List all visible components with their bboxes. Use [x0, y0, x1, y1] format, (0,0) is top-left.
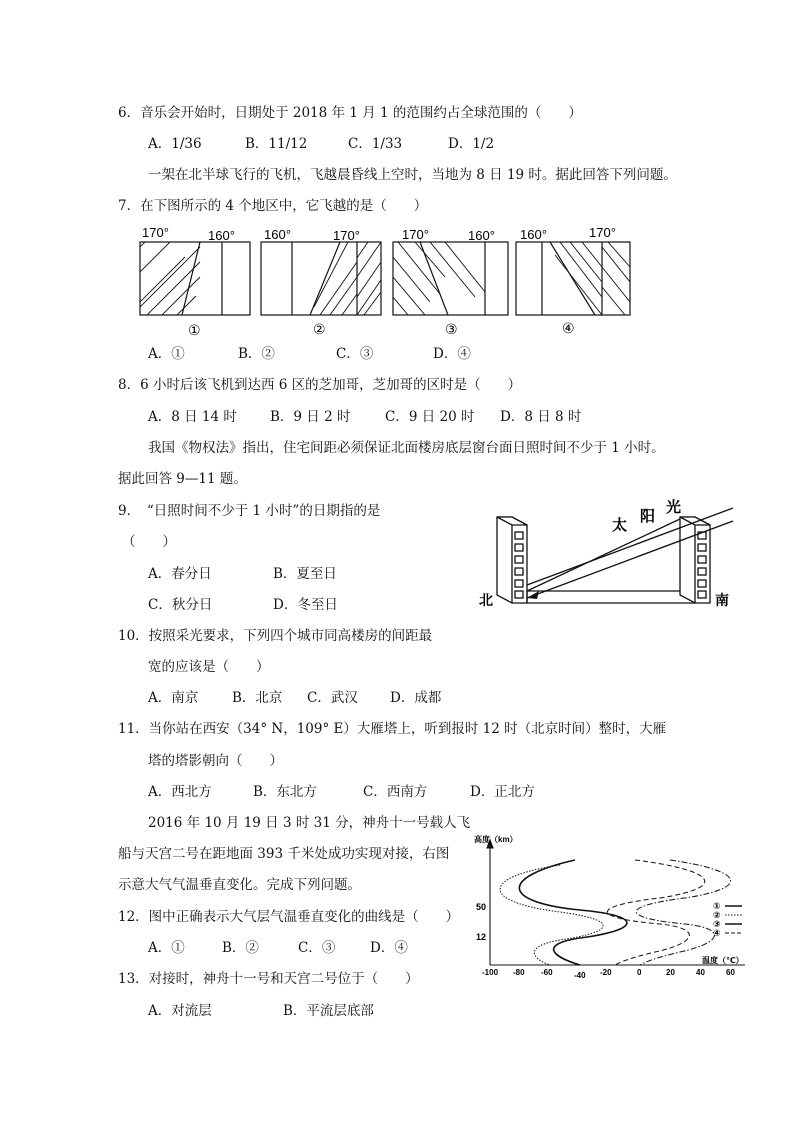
- sunlight-building-diagram: [475, 495, 740, 613]
- q6-option-a[interactable]: A．1/36: [148, 136, 202, 152]
- q10-option-b[interactable]: B．北京: [232, 690, 283, 706]
- q7-panel-1-right-label: 160°: [208, 228, 235, 243]
- q11-option-c[interactable]: C．西南方: [363, 784, 428, 800]
- q7-panel-1: [130, 242, 250, 322]
- q7-panel-4-left-label: 160°: [520, 227, 547, 242]
- q7-panel-2: [261, 242, 381, 315]
- q13-stem: 13．对接时，神舟十一号和天宫二号位于（ ）: [118, 971, 419, 987]
- q12-option-c[interactable]: C．③: [298, 940, 336, 956]
- q8-option-d[interactable]: D．8 日 8 时: [500, 409, 582, 425]
- q12-stem: 12．图中正确表示大气层气温垂直变化的曲线是（ ）: [118, 909, 460, 925]
- q10-option-a[interactable]: A．南京: [148, 690, 199, 706]
- q10-stem-line-1: 10．按照采光要求，下列四个城市同高楼房的间距最: [118, 628, 433, 644]
- legend: [713, 901, 742, 938]
- legend-2-label: ②: [713, 910, 721, 920]
- q12-option-a[interactable]: A．①: [148, 940, 185, 956]
- q7-panels-diagram: [130, 222, 640, 340]
- legend-1-label: ①: [713, 901, 721, 911]
- q7-option-a[interactable]: A．①: [148, 346, 185, 362]
- q6-option-d[interactable]: D．1/2: [448, 136, 495, 152]
- q7-panel-3-left-label: 170°: [402, 227, 429, 242]
- q6-stem: 6．音乐会开始时，日期处于 2018 年 1 月 1 的范围约占全球范围的（ ）: [118, 105, 582, 121]
- north-label: 北: [479, 592, 493, 608]
- q7-panel-4-right-label: 170°: [589, 225, 616, 240]
- q8-option-b[interactable]: B．9 日 2 时: [270, 409, 351, 425]
- sun-ray-char-2: 阳: [640, 508, 656, 525]
- q10-stem-line-2: 宽的应该是（ ）: [148, 659, 270, 675]
- q10-option-c[interactable]: C．武汉: [307, 690, 358, 706]
- q11-stem-line-1: 11．当你站在西安（34° N，109° E）大雁塔上，听到报时 12 时（北京时间）整时，大雁: [118, 721, 667, 737]
- q8-option-a[interactable]: A．8 日 14 时: [148, 409, 237, 425]
- q13-option-a[interactable]: A．对流层: [148, 1003, 212, 1019]
- q10-option-d[interactable]: D．成都: [390, 690, 442, 706]
- q7-panel-1-left-label: 170°: [142, 225, 169, 240]
- q7-panel-3: [393, 242, 508, 315]
- x-tick-lower: 0: [637, 968, 642, 977]
- curve-1: [519, 860, 627, 965]
- q7-option-d[interactable]: D．④: [433, 346, 471, 362]
- sun-ray-char-3: 光: [666, 499, 682, 516]
- q9-option-a[interactable]: A．春分日: [148, 566, 212, 582]
- q7-panel-4: [516, 242, 630, 315]
- q13-option-b[interactable]: B．平流层底部: [283, 1003, 374, 1019]
- x-tick-lower: 20: [666, 968, 675, 977]
- q9-option-d[interactable]: D．冬至日: [273, 597, 338, 613]
- q8-stem: 8．6 小时后该飞机到达西 6 区的芝加哥，芝加哥的区时是（ ）: [118, 377, 522, 393]
- x-tick-lower: -40: [574, 971, 586, 980]
- q9-option-b[interactable]: B．夏至日: [273, 566, 337, 582]
- q7-stem: 7．在下图所示的 4 个地区中，它飞越的是（ ）: [118, 198, 428, 214]
- q9-stem-line-2: （ ）: [122, 534, 176, 550]
- q11-option-a[interactable]: A．西北方: [148, 784, 212, 800]
- intro-9-line-2: 据此回答 9—11 题。: [118, 471, 247, 487]
- q11-option-b[interactable]: B．东北方: [253, 784, 317, 800]
- q9-option-c[interactable]: C．秋分日: [148, 597, 213, 613]
- q7-option-c[interactable]: C．③: [336, 346, 374, 362]
- x-tick-lower: -80: [513, 968, 525, 977]
- intro-12-line-1: 2016 年 10 月 19 日 3 时 31 分，神舟十一号载人飞: [148, 815, 471, 831]
- x-axis-title: 温度（℃）: [702, 956, 744, 965]
- q7-option-b[interactable]: B．②: [238, 346, 275, 362]
- intro-7: 一架在北半球飞行的飞机，飞越晨昏线上空时，当地为 8 日 19 时。据此回答下列问题。: [148, 167, 677, 183]
- q11-option-d[interactable]: D．正北方: [470, 784, 535, 800]
- q12-option-d[interactable]: D．④: [370, 940, 408, 956]
- legend-4-label: ④: [713, 928, 721, 938]
- x-tick-lower: -60: [541, 968, 553, 977]
- q7-panel-2-number: ②: [313, 321, 326, 337]
- x-tick-lower: -100: [482, 968, 499, 977]
- x-tick-lower: 40: [696, 968, 705, 977]
- y-tick-12: 12: [476, 932, 487, 942]
- legend-3-label: ③: [713, 919, 721, 929]
- x-tick-lower: 60: [726, 968, 735, 977]
- q7-panel-4-number: ④: [562, 320, 575, 336]
- q9-stem-line-1: 9． “日照时间不少于 1 小时”的日期指的是: [118, 503, 381, 519]
- atmosphere-temperature-chart: [470, 832, 770, 980]
- intro-9-line-1: 我国《物权法》指出，住宅间距必须保证北面楼房底层窗台面日照时间不少于 1 小时。: [148, 440, 665, 456]
- q7-panel-3-right-label: 160°: [468, 228, 495, 243]
- q6-option-b[interactable]: B．11/12: [245, 136, 308, 152]
- q7-panel-3-number: ③: [445, 321, 458, 337]
- y-axis-title: 高度（km）: [474, 835, 518, 844]
- q11-stem-line-2: 塔的塔影朝向（ ）: [148, 753, 283, 769]
- x-tick-lower: -20: [600, 968, 612, 977]
- sun-ray-char-1: 太: [612, 517, 628, 534]
- q6-option-c[interactable]: C．1/33: [348, 136, 403, 152]
- q8-option-c[interactable]: C．9 日 20 时: [385, 409, 475, 425]
- y-tick-50: 50: [476, 902, 487, 912]
- south-label: 南: [715, 592, 729, 608]
- curve-3: [608, 860, 705, 965]
- intro-12-line-3: 示意大气气温垂直变化。完成下列问题。: [118, 877, 361, 893]
- q12-option-b[interactable]: B．②: [222, 940, 259, 956]
- curve-2: [500, 865, 603, 965]
- q7-panel-2-right-label: 170°: [333, 228, 360, 243]
- intro-12-line-2: 船与天宫二号在距地面 393 千米处成功实现对接，右图: [118, 846, 450, 862]
- q7-panel-1-number: ①: [188, 322, 201, 338]
- q7-panel-2-left-label: 160°: [264, 227, 291, 242]
